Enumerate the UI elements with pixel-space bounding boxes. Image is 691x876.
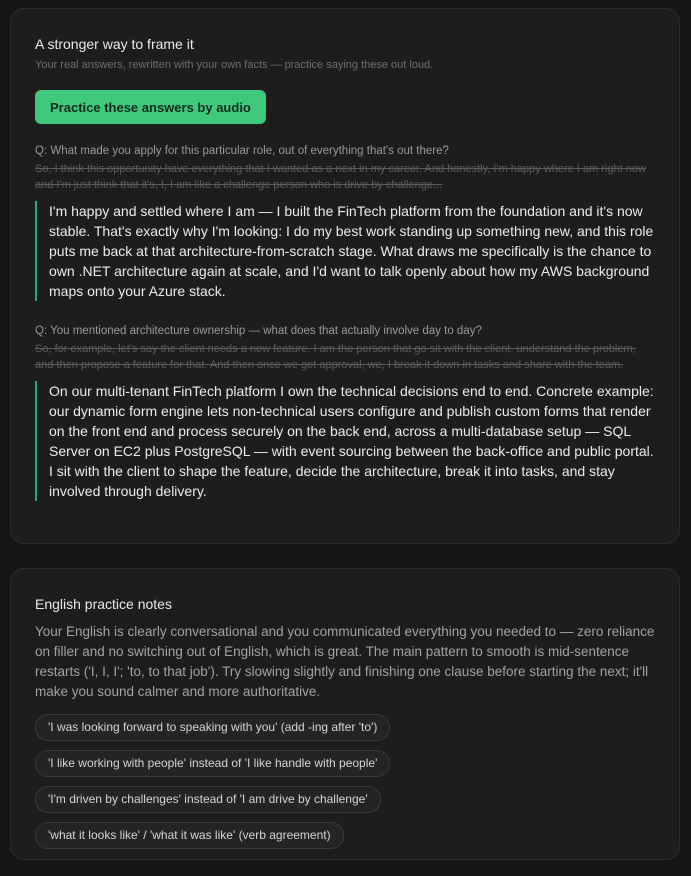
notes-body: Your English is clearly conversational and you communicated everything you needed to — zero reliance on filler and no switching out of English, which is great. The main pattern to smooth is mid-sentence restarts ('I, I, I'; 'to, to that job'). Try slowing slightly and finishing one clause before starting the next; it'll make you sound calmer and more authoritative. [35, 624, 655, 699]
original-answer: So, for example, let's say the client needs a new feature. I am the person that go sit with the client, understand the problem, and then propose a feature for that. And then once we get approval, we, I break it down in tasks and share with the team. [35, 343, 636, 371]
original-answer: So, I think this opportunity have everything that I wanted as a next in my career. And honestly, I'm happy where I am right now and I'm just think that it's, I, I am like a challenge person who is drive by challenge... [35, 163, 646, 191]
english-notes-card [10, 568, 680, 860]
correction-chips [35, 714, 390, 849]
rewritten-answer: I'm happy and settled where I am — I built the FinTech platform from the foundation and it's now stable. That's exactly why I'm looking: I do my best work standing up something new, and this role puts me back at that architecture-from-scratch stage. What draws me specifically is the chance to own .NET architecture again at scale, and I'd want to talk openly about how my AWS background maps onto your Azure stack. [35, 201, 655, 301]
notes-title: English practice notes [35, 596, 172, 612]
framing-subtitle: Your real answers, rewritten with your own facts — practice saying these out loud. [35, 59, 434, 71]
question-text: Q: You mentioned architecture ownership — what does that actually involve day to day? [35, 325, 482, 337]
correction-chip[interactable]: 'I was looking forward to speaking with you' (add -ing after 'to') [35, 714, 390, 741]
framing-title: A stronger way to frame it [35, 36, 194, 52]
rewritten-answer: On our multi-tenant FinTech platform I own the technical decisions end to end. Concrete example: our dynamic form engine lets non-technical users configure and publish custom forms that render on the front end and process securely on the back end, across a multi-database setup — SQL Server on EC2 plus PostgreSQL — with event sourcing between the back-office and public portal. I sit with the client to shape the feature, decide the architecture, break it into tasks, and stay involved through delivery. [35, 381, 655, 501]
correction-chip[interactable]: 'I like working with people' instead of 'I like handle with people' [35, 750, 390, 777]
framing-card [10, 8, 680, 544]
correction-chip[interactable]: 'what it looks like' / 'what it was like' (verb agreement) [35, 822, 344, 849]
practice-by-audio-button[interactable]: Practice these answers by audio [35, 90, 266, 124]
qa-item [35, 143, 655, 301]
correction-chip[interactable]: 'I'm driven by challenges' instead of 'I am drive by challenge' [35, 786, 381, 813]
qa-item [35, 323, 655, 501]
question-text: Q: What made you apply for this particular role, out of everything that's out there? [35, 145, 449, 157]
